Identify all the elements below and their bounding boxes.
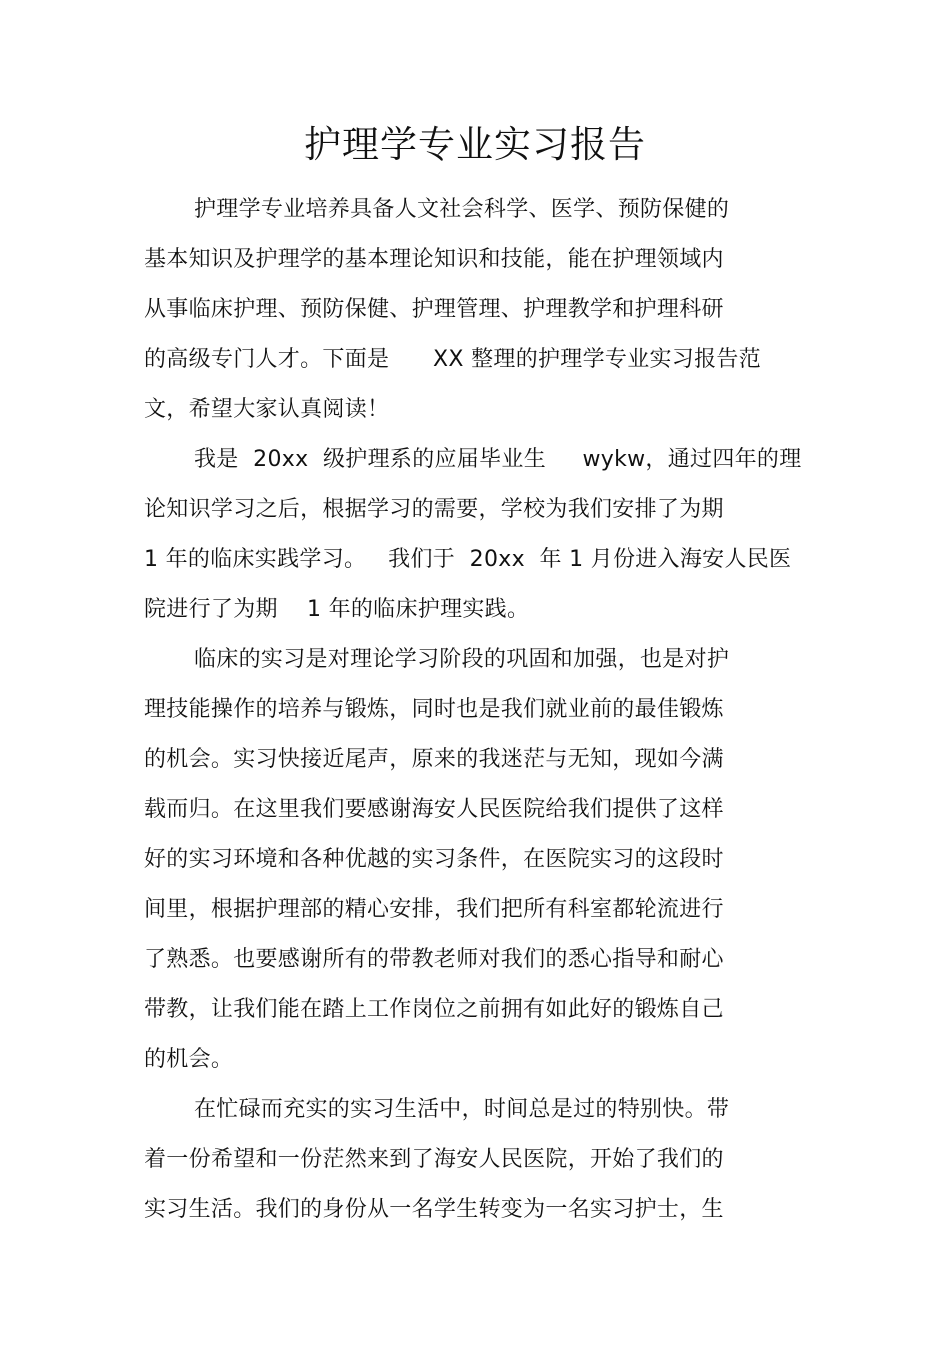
text-line: 间里，根据护理部的精心安排，我们把所有科室都轮流进行 [144, 897, 724, 922]
text-line: 论知识学习之后，根据学习的需要，学校为我们安排了为期 [144, 497, 724, 522]
text-line: 在忙碌而充实的实习生活中，时间总是过的特别快。带 [194, 1097, 730, 1122]
text-line: 1 年的临床实践学习。 我们于 20xx 年 1 月份进入海安人民医 [144, 547, 792, 572]
text-line: 从事临床护理、预防保健、护理管理、护理教学和护理科研 [144, 297, 724, 322]
text-line: 理技能操作的培养与锻炼，同时也是我们就业前的最佳锻炼 [144, 697, 724, 722]
document-body [144, 185, 804, 1235]
text-line: 的机会。实习快接近尾声，原来的我迷茫与无知，现如今满 [144, 747, 724, 772]
text-line: 院进行了为期 1 年的临床护理实践。 [144, 597, 530, 622]
text-line: 护理学专业培养具备人文社会科学、医学、预防保健的 [194, 197, 730, 222]
text-line: 实习生活。我们的身份从一名学生转变为一名实习护士，生 [144, 1197, 724, 1222]
text-line: 的机会。 [144, 1047, 234, 1072]
text-line: 好的实习环境和各种优越的实习条件，在医院实习的这段时 [144, 847, 724, 872]
text-line: 带教，让我们能在踏上工作岗位之前拥有如此好的锻炼自己 [144, 997, 724, 1022]
text-line: 临床的实习是对理论学习阶段的巩固和加强，也是对护 [194, 647, 730, 672]
text-line: 载而归。在这里我们要感谢海安人民医院给我们提供了这样 [144, 797, 724, 822]
document-title: 护理学专业实习报告 [304, 123, 646, 166]
text-line: 我是 20xx 级护理系的应届毕业生 wykw，通过四年的理 [194, 447, 802, 472]
text-line: 文，希望大家认真阅读！ [144, 397, 390, 422]
text-line: 的高级专门人才。下面是 XX 整理的护理学专业实习报告范 [144, 347, 761, 372]
text-line: 了熟悉。也要感谢所有的带教老师对我们的悉心指导和耐心 [144, 947, 724, 972]
text-line: 基本知识及护理学的基本理论知识和技能，能在护理领域内 [144, 247, 724, 272]
text-line: 着一份希望和一份茫然来到了海安人民医院，开始了我们的 [144, 1147, 724, 1172]
